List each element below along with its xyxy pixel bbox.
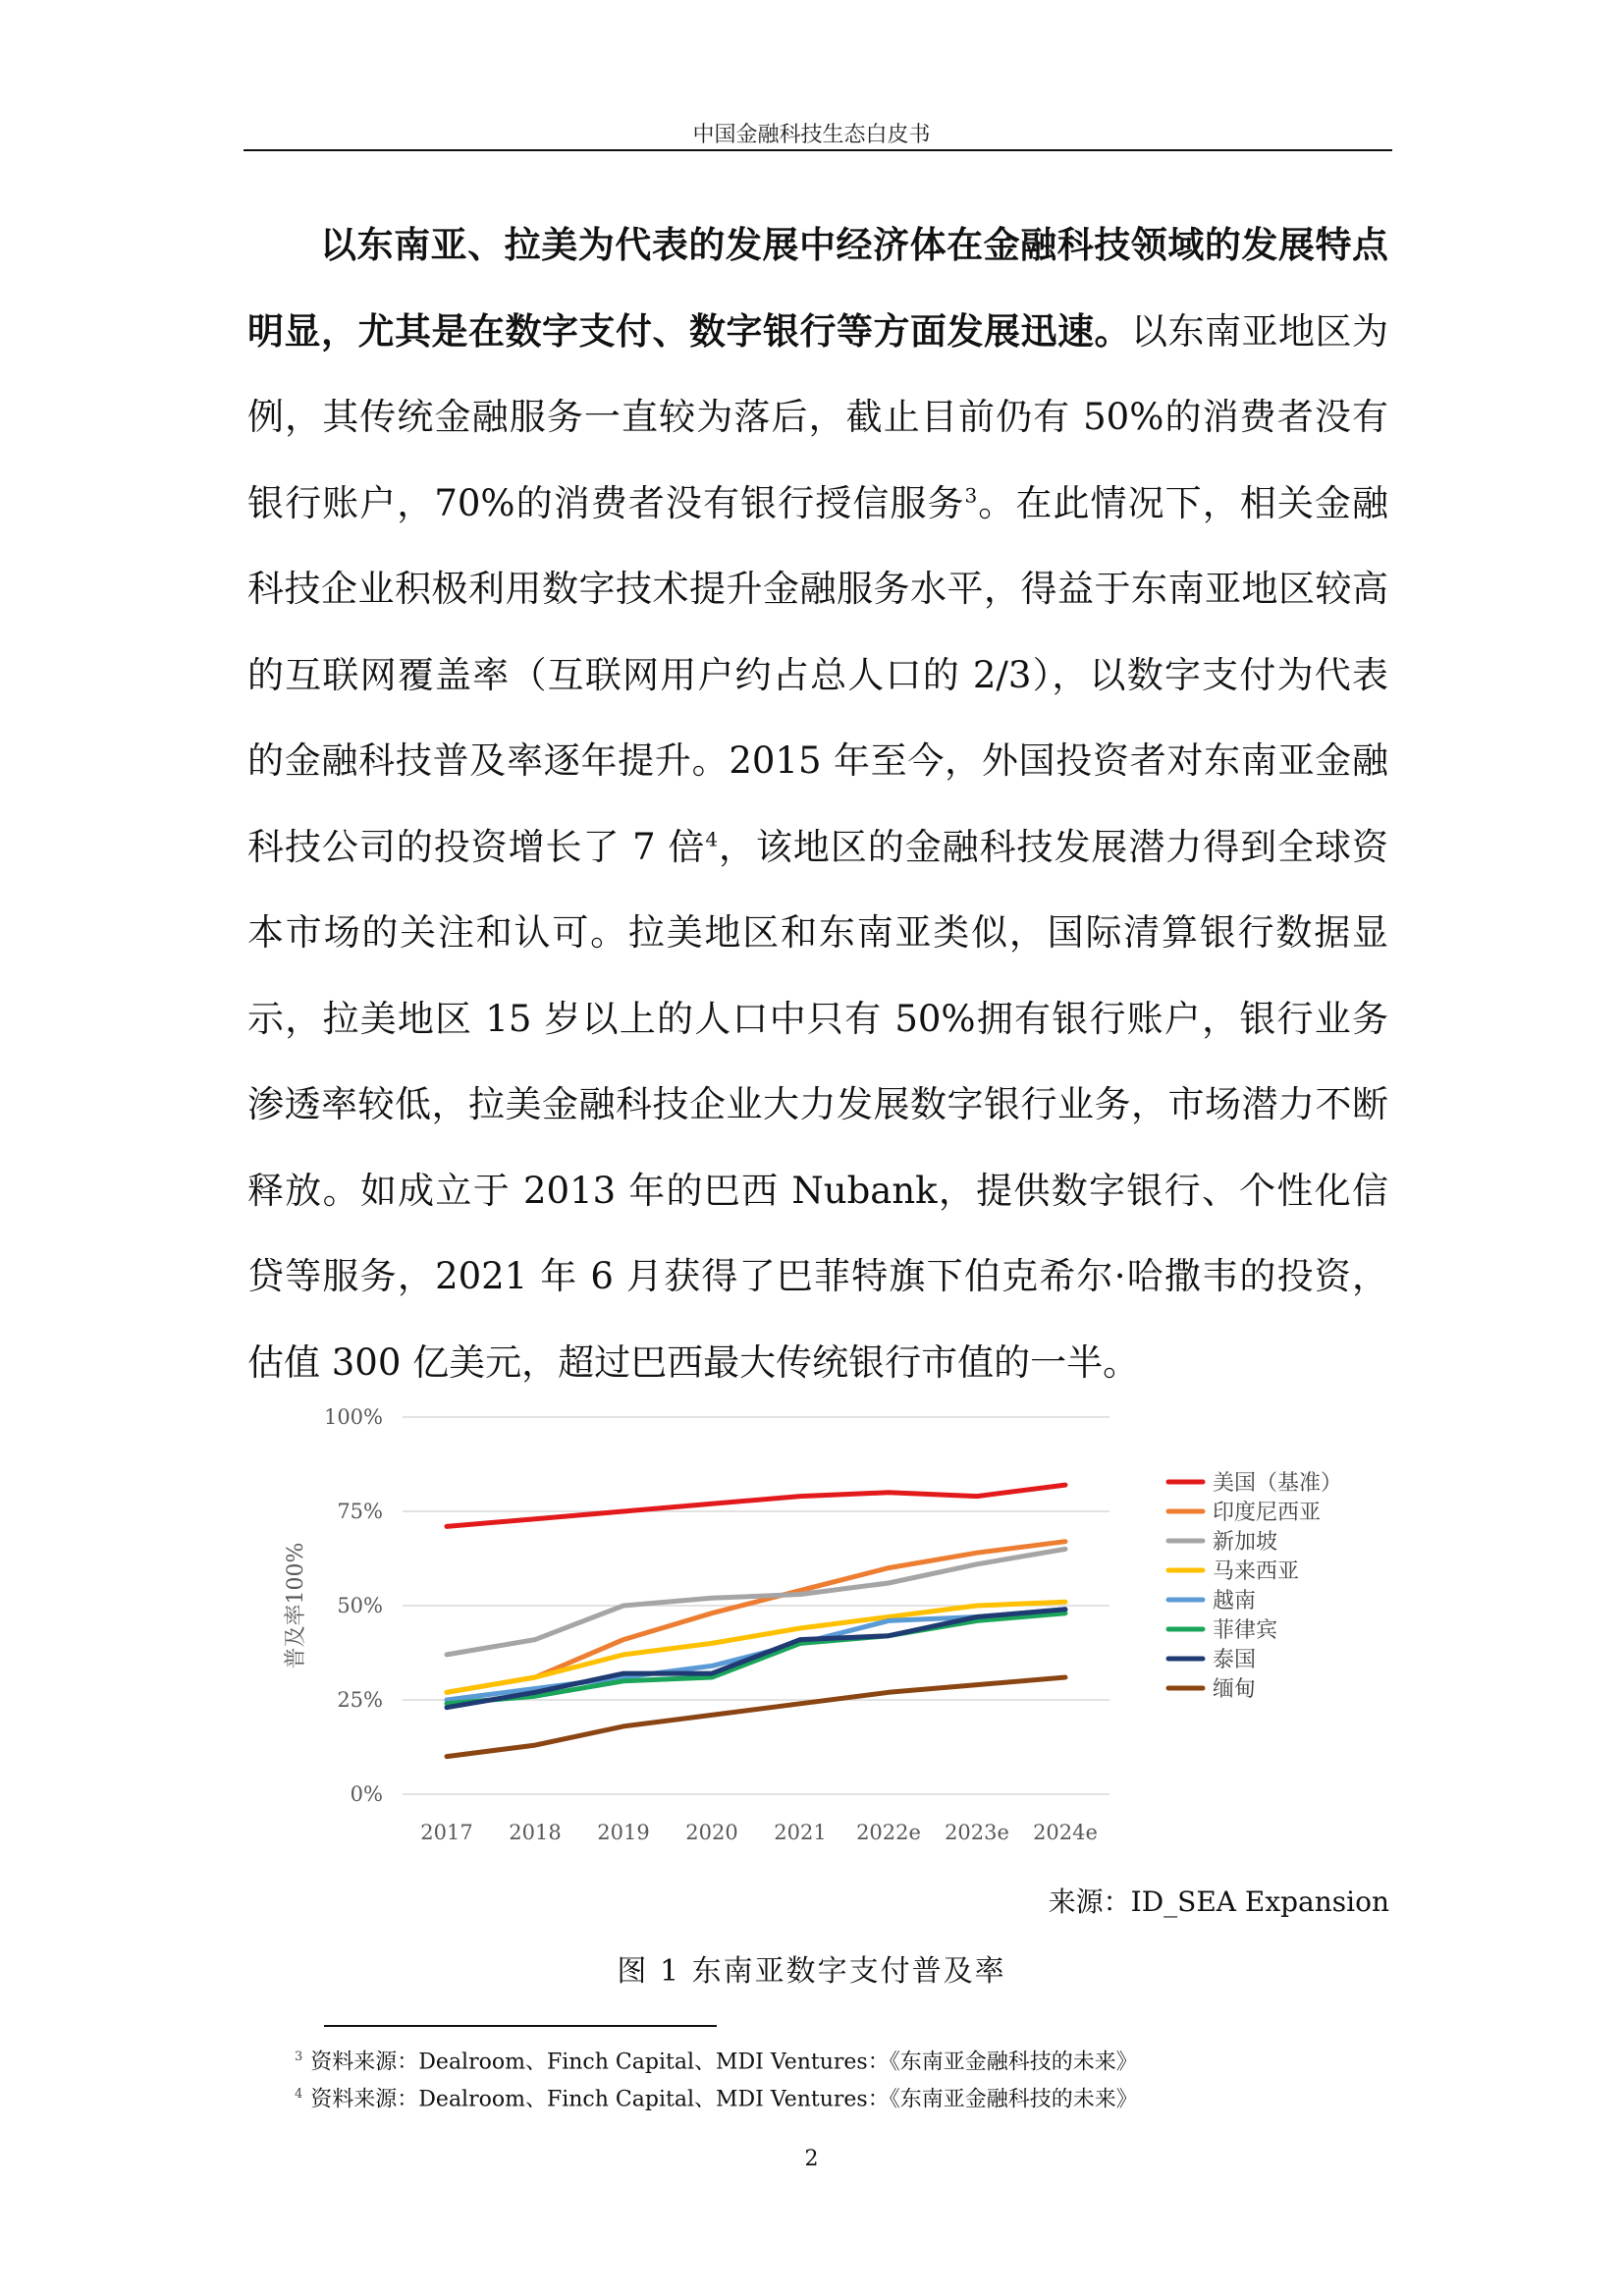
header-rule (243, 149, 1392, 151)
figure-caption: 图 1 东南亚数字支付普及率 (617, 1954, 1006, 1989)
footnotes (295, 2041, 1138, 2116)
y-tick-label: 0% (350, 1782, 383, 1806)
page-number: 2 (804, 2147, 819, 2171)
footnote-ref-3[interactable]: 3 (964, 483, 978, 508)
y-tick-label: 50% (337, 1594, 383, 1617)
legend-label: 泰国 (1213, 1648, 1257, 1672)
running-header: 中国金融科技生态白皮书 (692, 123, 931, 147)
y-tick-label: 75% (337, 1500, 383, 1523)
footnote-mark: 4 (295, 2087, 303, 2103)
body-paragraph (247, 202, 1388, 1405)
x-tick-label: 2022e (856, 1821, 921, 1844)
x-tick-label: 2020 (685, 1821, 738, 1844)
legend-label: 越南 (1213, 1589, 1257, 1613)
x-tick-label: 2018 (509, 1821, 562, 1844)
bold-lead-sentence: 以东南亚、拉美为代表的发展中经济体在金融科技领域的发展特点明显，尤其是在数字支付、数字银行等方面发展迅速。 (247, 223, 1388, 353)
x-tick-label: 2023e (945, 1821, 1009, 1844)
footnote-ref-4[interactable]: 4 (705, 827, 719, 851)
legend-label: 缅甸 (1213, 1677, 1257, 1702)
x-tick-label: 2019 (597, 1821, 650, 1844)
series-line (447, 1610, 1065, 1708)
legend-label: 马来西亚 (1213, 1559, 1300, 1584)
chart-source: 来源：ID_SEA Expansion (1048, 1886, 1389, 1918)
legend-label: 印度尼西亚 (1213, 1501, 1322, 1525)
x-tick-label: 2024e (1033, 1821, 1098, 1844)
chart-svg (275, 1399, 1394, 1866)
paragraph-text-1: 以东南亚地区为例，其传统金融服务一直较为落后，截止目前仍有 50%的消费者没有银行账户，70%的消费者没有银行授信服务 (247, 309, 1388, 524)
footnote-4 (295, 2078, 1138, 2115)
legend-label: 美国（基准） (1213, 1471, 1343, 1496)
y-tick-label: 100% (323, 1405, 383, 1429)
x-tick-label: 2021 (774, 1821, 827, 1844)
paragraph-text-3: ，该地区的金融科技发展潜力得到全球资本市场的关注和认可。拉美地区和东南亚类似，国际清算银行数据显示，拉美地区 15 岁以上的人口中只有 50%拥有银行账户，银行业务渗透率较低，拉美金融科技企业大力发展数字银行业务，市场潜力不断释放。如成立于 2013 年的巴西 Nubank，提供数字银行、个性化信贷等服务，2021 年 6 月获得了巴菲特旗下伯克希尔·哈撒韦的投资，估值 300 亿美元，超过巴西最大传统银行市值的一半。 (247, 825, 1389, 1384)
footnote-3 (295, 2041, 1138, 2078)
line-chart (275, 1399, 1394, 1866)
legend-label: 新加坡 (1213, 1530, 1278, 1555)
y-tick-label: 25% (337, 1688, 383, 1712)
x-tick-label: 2017 (420, 1821, 473, 1844)
paragraph-text-2: 。在此情况下，相关金融科技企业积极利用数字技术提升金融服务水平，得益于东南亚地区较高的互联网覆盖率（互联网用户约占总人口的 2/3），以数字支付为代表的金融科技普及率逐年提升。2015 年至今，外国投资者对东南亚金融科技公司的投资增长了 7 倍 (247, 481, 1388, 868)
legend-label: 菲律宾 (1213, 1618, 1278, 1643)
footnote-mark: 3 (295, 2050, 303, 2064)
footnote-text: 资料来源：Dealroom、Finch Capital、MDI Ventures：《东南亚金融科技的未来》 (310, 2050, 1138, 2075)
y-axis-label: 普及率100% (284, 1542, 308, 1669)
series-line (447, 1485, 1065, 1526)
footnote-rule (324, 2025, 717, 2027)
footnote-text: 资料来源：Dealroom、Finch Capital、MDI Ventures：《东南亚金融科技的未来》 (310, 2087, 1138, 2112)
